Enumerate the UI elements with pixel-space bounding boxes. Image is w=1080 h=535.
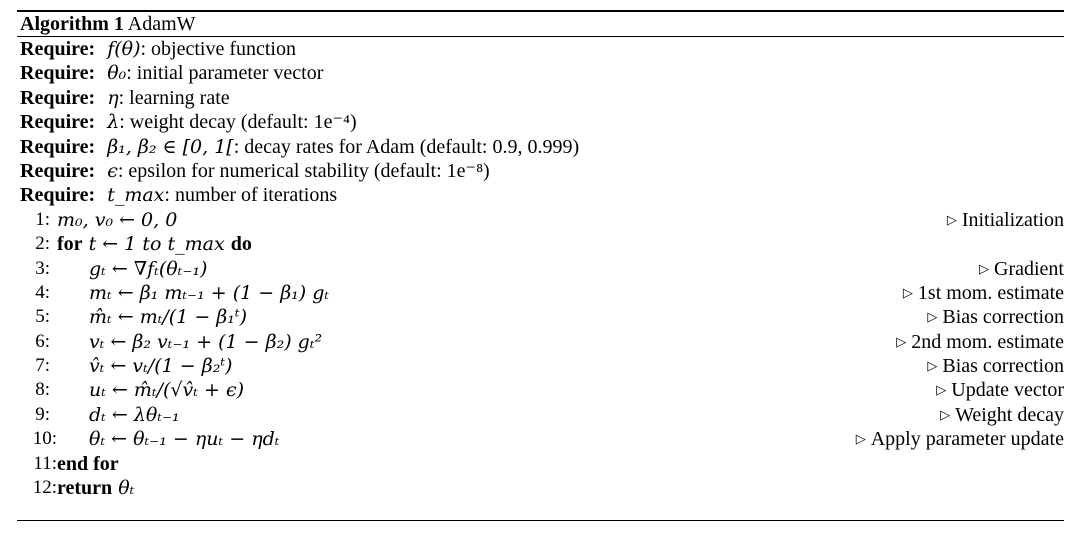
line-number: 7: [35,355,50,377]
line-number: 3: [35,257,50,279]
caption-label: Algorithm 1 [20,13,124,35]
require-keyword: Require: [20,86,96,109]
comment-text: 1st mom. estimate [917,281,1064,304]
step-code: uₜ ← m̂ₜ/(√v̂ₜ + ϵ) [89,379,245,402]
comment-triangle-icon: ▷ [927,358,938,374]
step-comment [856,427,1064,453]
step-code: v̂ₜ ← vₜ/(1 − β₂ᵗ) [89,355,233,378]
require-text: : epsilon for numerical stability (default: 1e⁻⁸) [117,159,490,182]
bottom-rule [17,520,1064,521]
step-line [17,208,1064,232]
comment-text: Bias correction [942,306,1064,329]
step-line [17,378,1064,402]
require-keyword: Require: [20,184,96,207]
require-symbol: λ [107,111,120,134]
comment-triangle-icon: ▷ [902,284,913,300]
for-keyword: for [57,233,83,256]
comment-triangle-icon: ▷ [940,406,951,422]
line-number: 11: [33,452,57,474]
step-comment [927,305,1064,331]
step-line [17,476,1064,500]
step-code [57,232,252,256]
step-comment [979,257,1064,283]
require-line [17,110,1064,134]
require-keyword: Require: [20,135,96,158]
require-symbol: f(θ) [107,38,141,60]
comment-text: Bias correction [942,355,1064,378]
step-line [17,427,1064,451]
for-expression: t ← 1 to t_max [82,233,231,256]
require-text: : number of iterations [164,184,338,207]
require-text: : decay rates for Adam (default: 0.9, 0.999) [233,135,580,158]
step-code: gₜ ← ∇fₜ(θₜ₋₁) [89,257,208,280]
step-code: θₜ ← θₜ₋₁ − ηuₜ − ηdₜ [89,428,280,451]
step-code [57,476,134,500]
line-number: 12: [32,477,57,499]
comment-text: Initialization [961,208,1064,231]
step-comment [936,378,1064,404]
step-line [17,330,1064,354]
comment-triangle-icon: ▷ [979,260,990,276]
require-keyword: Require: [20,111,96,134]
step-line [17,257,1064,281]
comment-triangle-icon: ▷ [855,431,866,447]
return-expression: θₜ [112,477,135,500]
step-comment [927,354,1064,380]
step-comment [903,281,1064,307]
comment-text: 2nd mom. estimate [911,330,1064,353]
require-keyword: Require: [20,38,96,60]
comment-triangle-icon: ▷ [896,333,907,349]
end-for-keyword: end for [57,452,119,475]
require-symbol: t_max [107,184,165,207]
step-line [17,354,1064,378]
require-symbol: ϵ [107,159,118,182]
comment-text: Update vector [951,379,1064,402]
step-comment [947,208,1064,234]
comment-triangle-icon: ▷ [946,211,957,227]
step-code [57,452,119,476]
line-number: 5: [35,306,50,328]
line-number: 1: [35,208,50,230]
step-comment [940,403,1064,429]
require-symbol: θ₀ [107,62,127,85]
require-keyword: Require: [20,159,96,182]
require-line [17,61,1064,85]
return-keyword: return [57,477,113,500]
require-text: : objective function [140,38,296,60]
require-symbol: β₁, β₂ ∈ [0, 1[ [107,135,234,158]
algorithm-caption [17,12,1064,36]
algorithm-block [17,10,1064,500]
require-text: : initial parameter vector [126,62,324,85]
comment-triangle-icon: ▷ [927,309,938,325]
step-comment [896,330,1064,356]
comment-text: Apply parameter update [870,428,1064,451]
step-code: m₀, v₀ ← 0, 0 [57,208,178,231]
step-code: vₜ ← β₂ vₜ₋₁ + (1 − β₂) gₜ² [89,330,323,353]
require-text: : weight decay (default: 1e⁻⁴) [119,111,357,134]
step-code: mₜ ← β₁ mₜ₋₁ + (1 − β₁) gₜ [89,281,330,304]
require-symbol: η [107,86,119,109]
line-number: 10: [32,428,57,450]
require-text: : learning rate [118,86,230,109]
step-line [17,232,1064,256]
comment-text: Gradient [994,257,1064,280]
step-line [17,281,1064,305]
require-keyword: Require: [20,62,96,85]
comment-triangle-icon: ▷ [936,382,947,398]
step-line [17,305,1064,329]
comment-text: Weight decay [955,403,1064,426]
require-line [17,159,1064,183]
step-code: m̂ₜ ← mₜ/(1 − β₁ᵗ) [89,306,248,329]
line-number: 4: [35,281,50,303]
require-line [17,86,1064,110]
line-number: 6: [35,330,50,352]
line-number: 2: [35,233,50,255]
line-number: 8: [35,379,50,401]
require-line [17,183,1064,207]
step-line [17,403,1064,427]
require-line [17,135,1064,159]
step-code: dₜ ← λθₜ₋₁ [89,403,180,426]
do-keyword: do [230,233,252,256]
step-line [17,452,1064,476]
caption-name: AdamW [127,13,196,35]
require-line [17,37,1064,61]
line-number: 9: [35,403,50,425]
